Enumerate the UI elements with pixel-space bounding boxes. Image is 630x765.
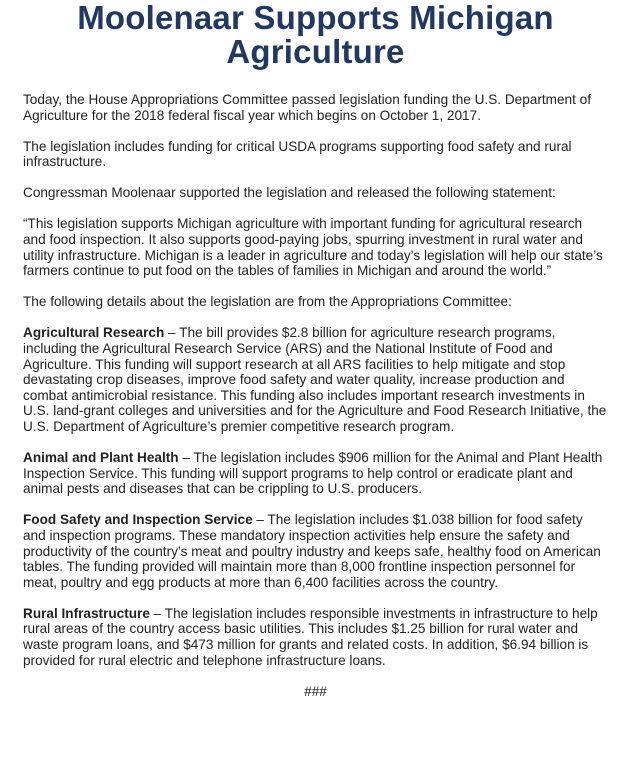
details-intro-paragraph: The following details about the legislation are from the Appropriations Committee: <box>23 294 512 310</box>
press-release-page <box>0 1 630 765</box>
funding-paragraph: The legislation includes funding for critical USDA programs supporting food safety and rural infrastructure. <box>23 138 572 170</box>
press-release-body <box>23 92 608 699</box>
section-heading: Agricultural Research <box>23 325 165 341</box>
section-food-safety <box>23 512 608 590</box>
section-text: – The legislation includes responsible investments in infrastructure to help rural areas of the country access basic utilities. This includes $1.25 billion for rural water and waste program loans, and $473 million for grants and related costs. In addition, $6.94 billion is provided for rural electric and telephone infrastructure loans. <box>23 605 598 668</box>
section-agricultural-research <box>23 325 608 434</box>
quote-paragraph: “This legislation supports Michigan agriculture with important funding for agricultural research and food inspection. It also supports good-paying jobs, spurring investment in rural water and utility infrastructure. Michigan is a leader in agriculture and today’s legislation will help our state’s farmers continue to put food on the tables of families in Michigan and around the world.” <box>23 216 603 279</box>
section-heading: Rural Infrastructure <box>23 605 150 621</box>
section-heading: Animal and Plant Health <box>23 450 179 466</box>
intro-paragraph: Today, the House Appropriations Committee passed legislation funding the U.S. Department of Agriculture for the 2018 federal fiscal year which begins on October 1, 2017. <box>23 92 591 123</box>
section-text: – The legislation includes $906 million for the Animal and Plant Health Inspection Service. This funding will support programs to help control or eradicate plant and animal pests and diseases that can be crippling to U.S. producers. <box>23 450 603 497</box>
section-rural-infrastructure <box>23 606 608 668</box>
end-mark: ### <box>304 683 327 699</box>
page-title: Moolenaar Supports Michigan Agriculture <box>77 0 554 70</box>
section-animal-plant-health <box>23 450 608 497</box>
statement-intro-paragraph: Congressman Moolenaar supported the legislation and released the following statement: <box>23 185 556 201</box>
section-heading: Food Safety and Inspection Service <box>23 512 253 528</box>
section-text: – The legislation includes $1.038 billion for food safety and inspection programs. These mandatory inspection activities help ensure the safety and productivity of the country’s meat and poultry industry and keeps safe, healthy food on American tables. The funding provided will maintain more than 8,000 frontline inspection personnel for meat, poultry and egg products at more than 6,400 facilities across the country. <box>23 512 601 590</box>
section-text: – The bill provides $2.8 billion for agriculture research programs, including the Agricultural Research Service (ARS) and the National Institute of Food and Agriculture. This funding will support research at all ARS facilities to help mitigate and stop devastating crop diseases, improve food safety and water quality, increase production and combat antimicrobial resistance. This funding also includes important research investments in U.S. land-grant colleges and universities and for the Agriculture and Food Research Initiative, the U.S. Department of Agriculture’s premier competitive research program. <box>23 325 607 434</box>
